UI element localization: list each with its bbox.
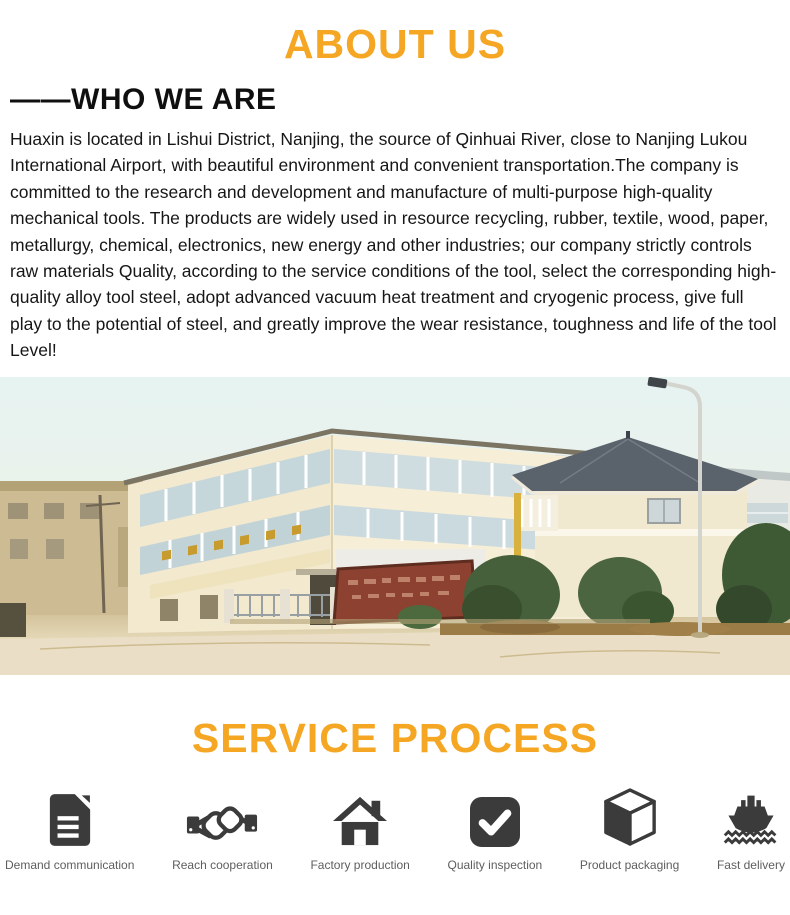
step-fast-delivery [717, 789, 785, 872]
ship-icon [723, 789, 779, 847]
step-label: Reach cooperation [172, 857, 273, 872]
step-label: Product packaging [579, 857, 680, 872]
check-icon [470, 789, 520, 847]
left-buildings [0, 481, 148, 637]
package-box-icon [602, 789, 658, 847]
service-steps [0, 789, 790, 872]
factory-house-icon [333, 789, 387, 847]
document-icon [47, 789, 93, 847]
handshake-icon [186, 789, 258, 847]
step-demand-communication [5, 789, 134, 872]
step-product-packaging [580, 789, 679, 872]
about-us-title: ABOUT US [283, 21, 507, 67]
factory-photo [0, 377, 790, 675]
step-reach-cooperation [172, 789, 273, 872]
step-label: Quality inspection [447, 857, 543, 872]
service-process-title: SERVICE PROCESS [191, 714, 599, 761]
company-description: Huaxin is located in Lishui District, Nanjing, the source of Qinhuai River, close to Nanjing Lukou International Airport, with beautiful environment and convenient transportation.The company is committed to the research and development and manufacture of multi-purpose high-quality mechanical tools. The products are widely used in resource recycling, rubber, textile, wood, paper, metallurgy, chemical, electronics, new energy and other industries; our company strictly controls raw materials Quality, according to the service conditions of the tool, select the corresponding high-quality alloy tool steel, adopt advanced vacuum heat treatment and cryogenic process, give full play to the potential of steel, and greatly improve the wear resistance, toughness and life of the tool Level! [10, 129, 777, 361]
step-label: Factory production [310, 857, 410, 872]
factory-photo-illustration [0, 377, 790, 675]
who-we-are-heading: ——WHO WE ARE [10, 83, 277, 116]
step-label: Fast delivery [716, 857, 785, 872]
step-label: Demand communication [5, 857, 135, 872]
step-quality-inspection [448, 789, 543, 872]
step-factory-production [310, 789, 409, 872]
